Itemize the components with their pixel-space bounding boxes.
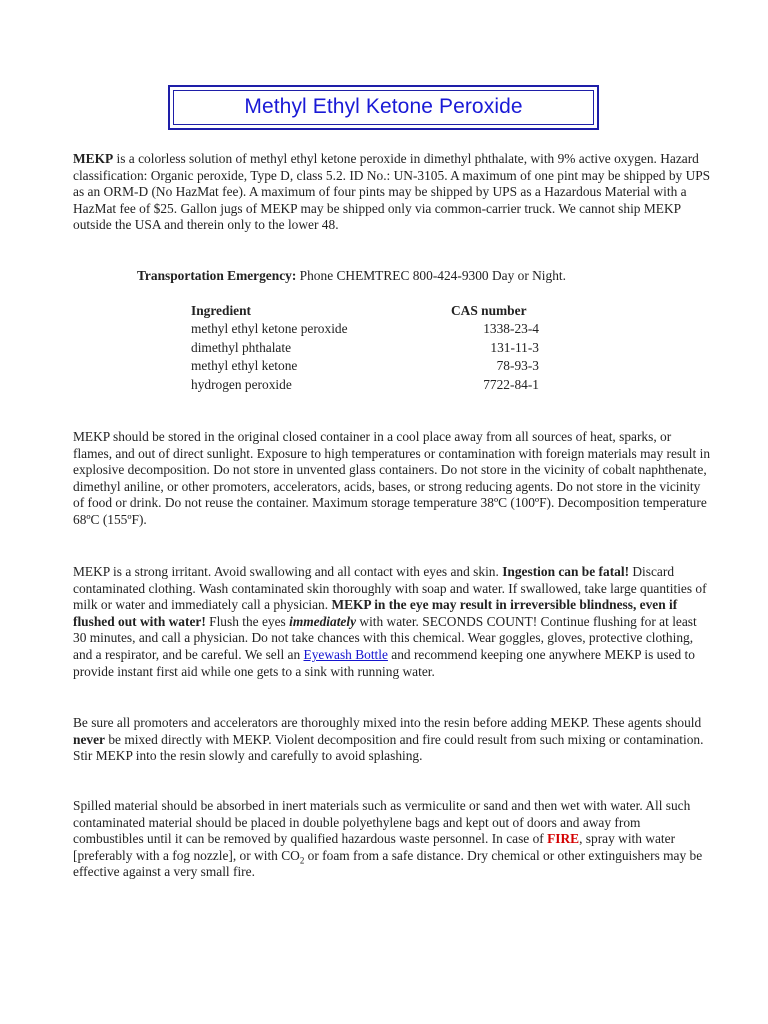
eyewash-bottle-link[interactable]: Eyewash Bottle <box>303 646 388 662</box>
page-title: Methyl Ethyl Ketone Peroxide <box>244 95 523 119</box>
cas-number: 131-11-3 <box>490 339 539 355</box>
table-row <box>191 321 551 339</box>
emergency-line <box>137 268 566 285</box>
spill-text-2: , spray with water [preferably with a fog nozzle], or with CO <box>73 831 676 863</box>
ingredient-name: methyl ethyl ketone peroxide <box>191 321 348 337</box>
ingredient-name: methyl ethyl ketone <box>191 358 298 374</box>
ingredient-name: hydrogen peroxide <box>191 376 292 392</box>
ingredients-table <box>191 303 551 395</box>
table-row <box>191 340 551 358</box>
ingredient-name: dimethyl phthalate <box>191 339 292 355</box>
mixing-paragraph <box>73 715 713 765</box>
title-box <box>168 85 599 130</box>
ingestion-warning: Ingestion can be fatal! <box>502 564 630 579</box>
storage-paragraph: MEKP should be stored in the original closed container in a cool place away from all sources of heat, sparks, or flames, and out of direct sunlight. Exposure to high temperatures or contamination with foreign materials may result in explosive decomposition. Do not store in unvented glass containers. Do not store in the vicinity of cobalt naphthenate, dimethyl aniline, or other promoters, accelerators, acids, bases, or strong reducing agents. Do not store in the vicinity of food or drink. Do not reuse the container. Maximum storage temperature 38ºC (100ºF). Decomposition temperature 68ºC (155ºF). <box>73 429 711 527</box>
cas-number: 7722-84-1 <box>483 376 539 392</box>
fire-warning: FIRE <box>547 831 580 847</box>
intro-text: is a colorless solution of methyl ethyl ketone peroxide in dimethyl phthalate, with 9% active oxygen. Hazard classification: Organic peroxide, Type D, class 5.2. ID No.: UN-3105. A maximum of one pint may be shipped by UPS as an ORM-D (No HazMat fee). A maximum of four pints may be shipped by UPS as a Hazardous Material with a HazMat fee of $25. Gallon jugs of MEKP may be shipped only via common-carrier truck. We cannot ship MEKP outside the USA and therein only to the lower 48. <box>73 151 711 233</box>
spill-paragraph <box>73 798 713 881</box>
irritant-text-2: Discard contaminated clothing. Wash contaminated skin thoroughly with soap and water. If swallowed, take large quantities of milk or water and immediately call a physician. <box>73 564 707 613</box>
emergency-label: Transportation Emergency: <box>137 268 297 283</box>
irritant-text-5: and recommend keeping one anywhere MEKP is used to provide instant first aid while one gets to a sink with running water. <box>73 646 695 679</box>
irritant-paragraph <box>73 564 713 680</box>
irritant-text-1: MEKP is a strong irritant. Avoid swallowing and all contact with eyes and skin. <box>73 564 503 579</box>
intro-paragraph <box>73 151 713 234</box>
mixing-text-1: Be sure all promoters and accelerators are thoroughly mixed into the resin before adding MEKP. These agents should <box>73 715 702 730</box>
table-row <box>191 377 551 395</box>
immediately-emphasis: immediately <box>289 613 357 629</box>
header-cas-number: CAS number <box>451 303 527 318</box>
blindness-warning: MEKP in the eye may result in irreversible blindness, even if flushed out with water! <box>73 597 678 629</box>
irritant-text-3: Flush the eyes <box>205 613 290 629</box>
intro-term: MEKP <box>73 151 114 166</box>
cas-number: 78-93-3 <box>496 358 539 374</box>
spill-text-1: Spilled material should be absorbed in inert materials such as vermiculite or sand and then wet with water. All such contaminated material should be placed in double polyethylene bags and kept out of doors and away from combustibles until it can be removed by qualified hazardous waste personnel. In case of <box>73 798 691 847</box>
title-inner-border <box>173 90 594 125</box>
spill-text-3: or foam from a safe distance. Dry chemical or other extinguishers may be effective against a very small fire. <box>73 847 703 880</box>
mixing-text-2: be mixed directly with MEKP. Violent decomposition and fire could result from such mixing or contamination. Stir MEKP into the resin slowly and carefully to avoid splashing. <box>73 731 704 764</box>
co2-subscript: 2 <box>299 855 305 866</box>
table-header-row <box>191 303 551 321</box>
irritant-text-4: with water. SECONDS COUNT! Continue flushing for at least 30 minutes, and call a physician. Do not take chances with this chemical. Wear goggles, gloves, protective clothing, and a respirator, and be careful. We sell an <box>73 613 697 662</box>
table-row <box>191 358 551 376</box>
header-ingredient: Ingredient <box>191 303 252 318</box>
emergency-text: Phone CHEMTREC 800-424-9300 Day or Night. <box>296 268 566 283</box>
never-emphasis: never <box>73 731 105 747</box>
cas-number: 1338-23-4 <box>483 321 539 337</box>
